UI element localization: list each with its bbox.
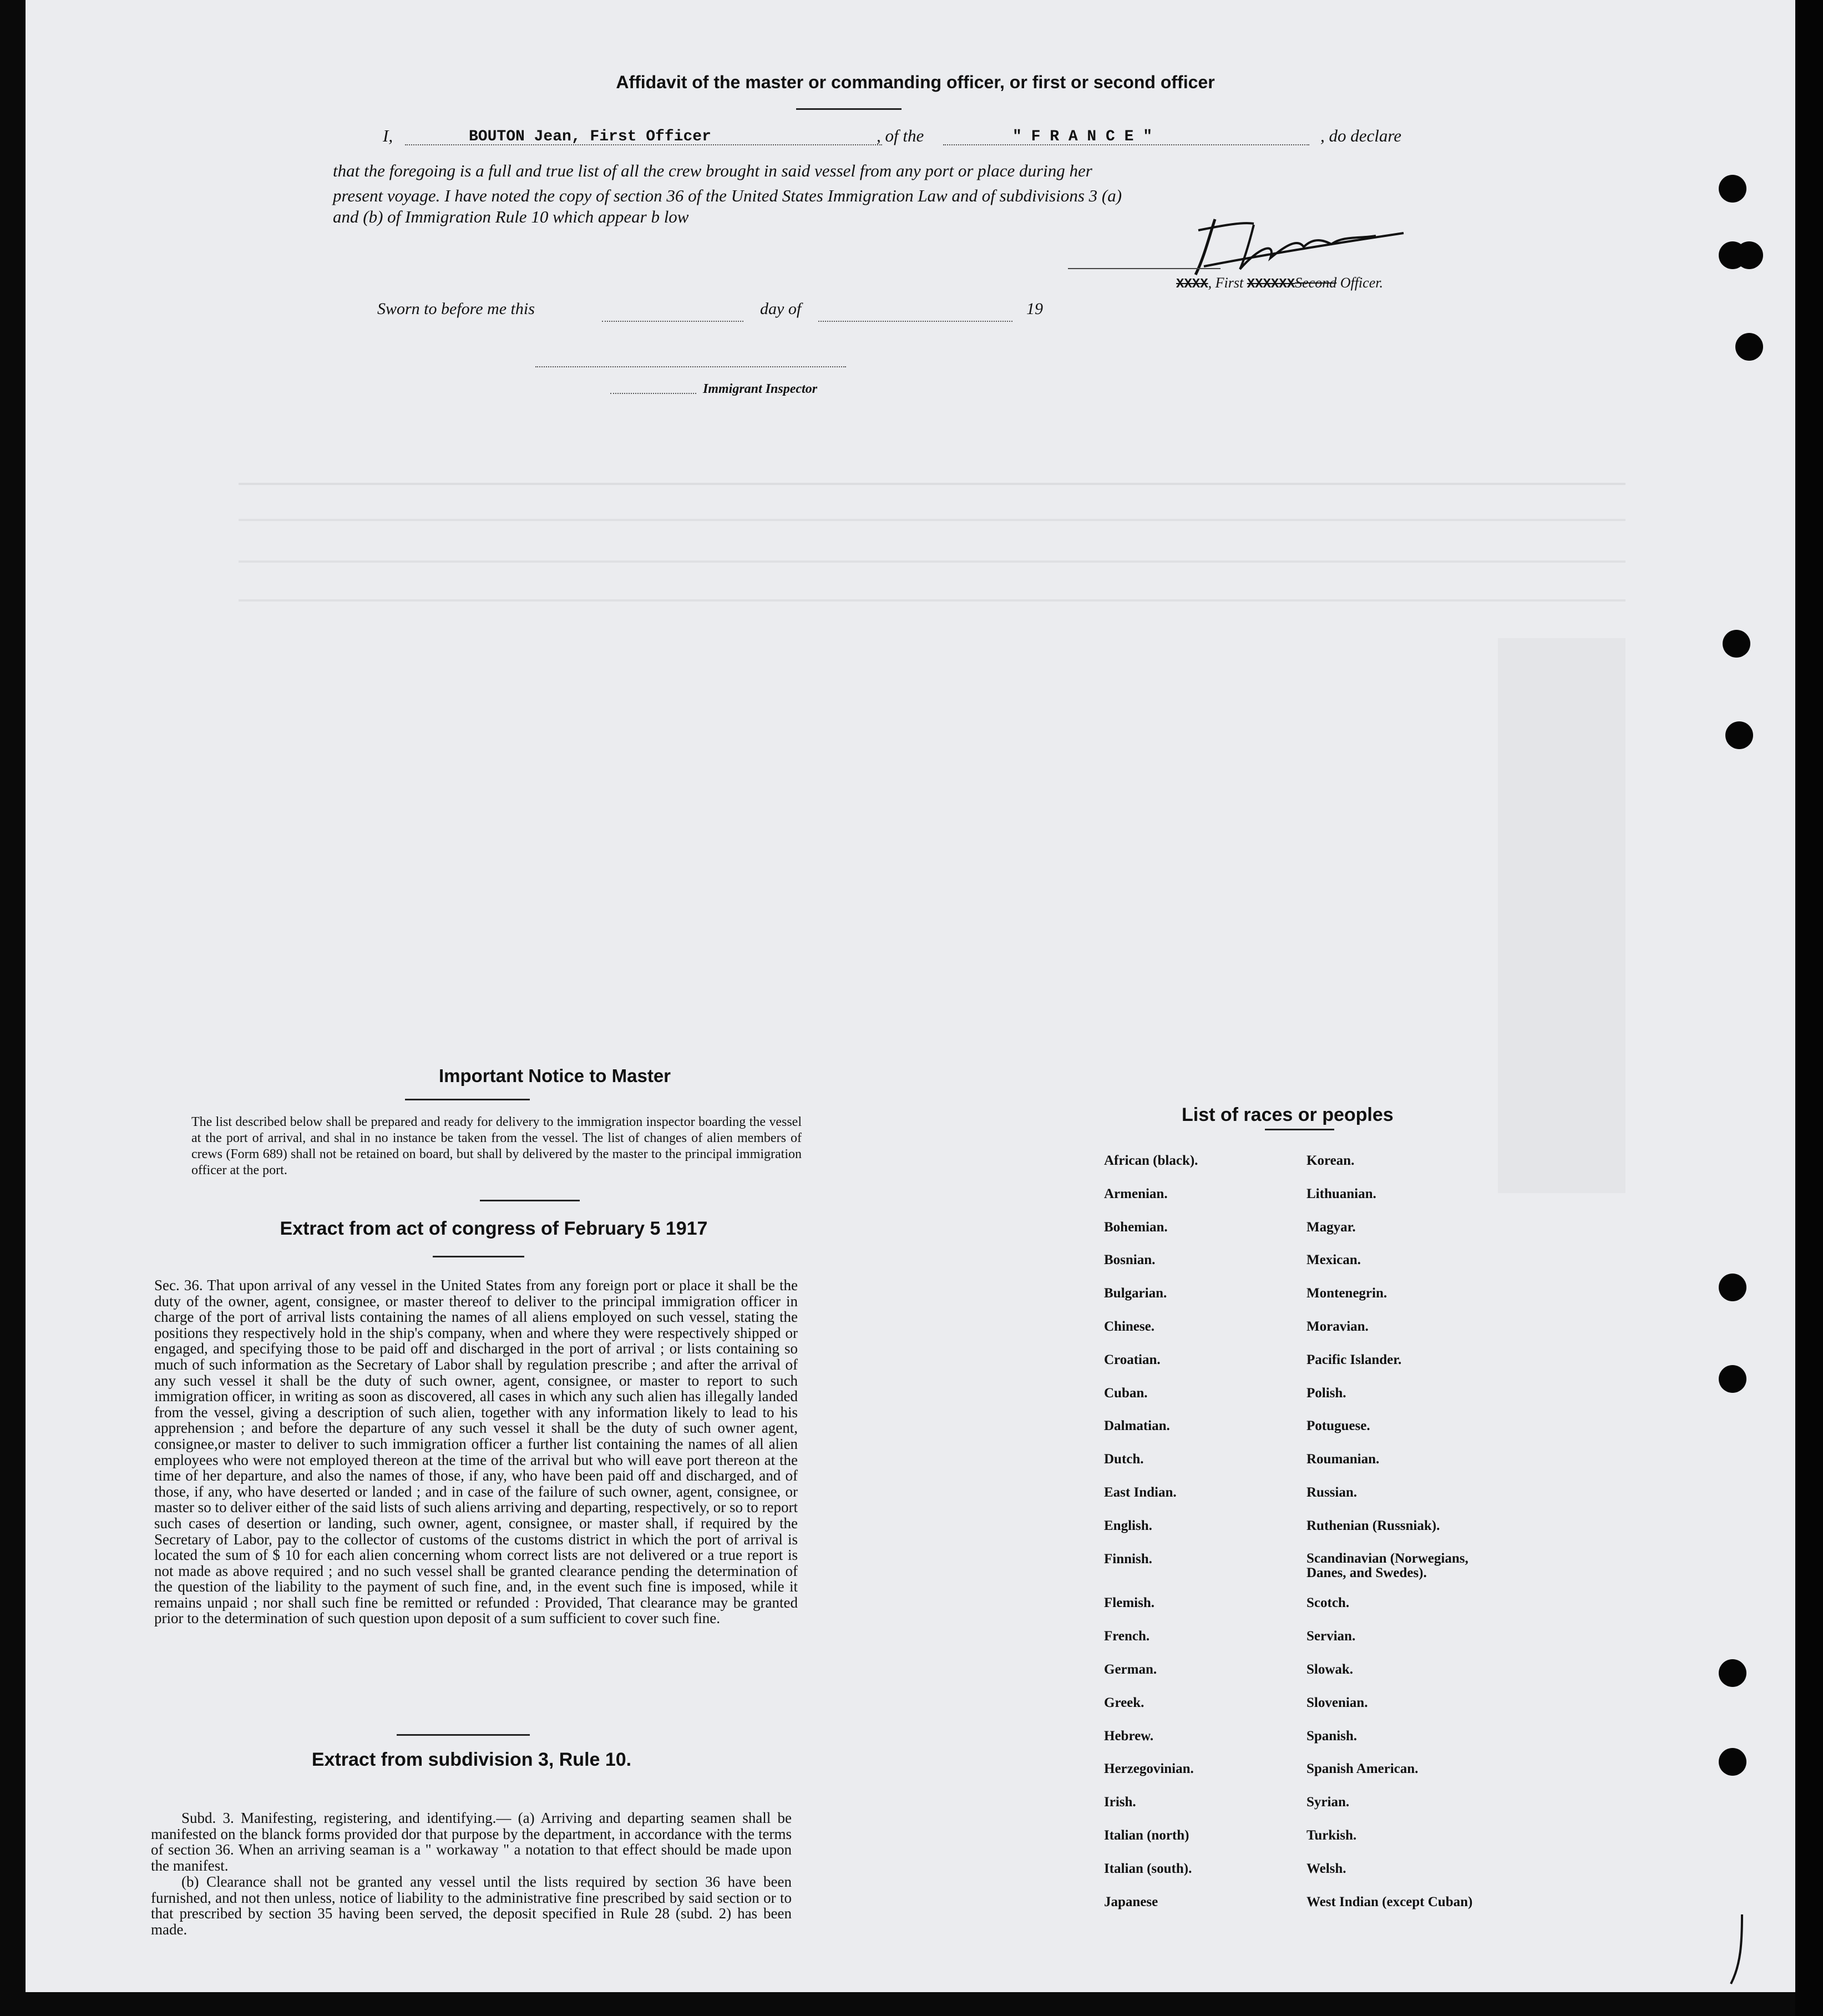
- notice-underline: [405, 1099, 530, 1100]
- race-item: Bosnian.: [1104, 1252, 1156, 1268]
- race-item: Korean.: [1307, 1153, 1355, 1168]
- race-item: Mexican.: [1307, 1252, 1361, 1268]
- section-separator: [480, 1200, 580, 1201]
- race-item: Armenian.: [1104, 1186, 1168, 1201]
- binder-hole: [1725, 721, 1753, 749]
- act-underline: [433, 1256, 524, 1257]
- race-item: English.: [1104, 1518, 1152, 1533]
- blank-line: [818, 321, 1012, 322]
- races-underline: [1265, 1129, 1334, 1130]
- race-item: Moravian.: [1307, 1319, 1369, 1334]
- race-item: Spanish American.: [1307, 1761, 1419, 1777]
- vessel-name: " F R A N C E ": [1012, 128, 1153, 145]
- race-item: Russian.: [1307, 1485, 1358, 1500]
- margin-mark: [1725, 1914, 1748, 1987]
- declaration-line-3: present voyage. I have noted the copy of section 36 of the United States Immigration Law and of subdivisions 3 (a): [333, 186, 1122, 205]
- race-item: Polish.: [1307, 1385, 1346, 1401]
- binder-hole: [1719, 1274, 1746, 1301]
- race-item: Lithuanian.: [1307, 1186, 1376, 1201]
- notice-text: The list described below shall be prepared and ready for delivery to the immigration inspector boarding the vessel at the port of arrival, and shal in no instance be taken from the vessel. The list of changes of alien members of crews (Form 689) shall not be retained on board, but shall by delivered by the master to the principal immigration officer at the port.: [191, 1115, 802, 1178]
- struck-text: XXXXXX: [1247, 277, 1295, 292]
- race-item: East Indian.: [1104, 1485, 1177, 1500]
- race-item: Cuban.: [1104, 1385, 1148, 1401]
- race-item: Potuguese.: [1307, 1418, 1370, 1434]
- binder-hole: [1719, 175, 1746, 203]
- signature-title: [1176, 275, 1383, 292]
- section-36-text: Sec. 36. That upon arrival of any vessel in the United States from any foreign port or place it shall be the duty of the owner, agent, consignee, or master thereof to deliver to the principal immigration officer in charge of the port of arrival lists containing the names of all aliens employed on such vessel, stating the positions they respectively hold in the ship's company, when and where they were respectively shipped or engaged, and specifying those to be paid off and discharged in the port of arrival ; or lists containing so much of such information as the Secretary of Labor shall by regulation prescribe ; and after the arrival of any such vessel it shall be the duty of such owner, agent, consignee, or master to report to such immigration officer, in writing as soon as discovered, all cases in which any such alien has illegally landed from the vessel, giving a description of such alien, together with any information likely to lead to his apprehension ; and before the departure of any such vessel it shall be the duty of such owner agent, consignee,or master to deliver to such immigration officer a further list containing the names of all alien employees who were not employed thereon at the time of the arrival but who will eave port thereon at the time of her departure, and also the names of those, if any, who have been paid off and discharged, and of those, if any, who have deserted or landed ; and in case of the failure of such owner, agent, consignee, or master so to deliver either of the said lists of such aliens arriving and departing, respectively, or so to report such cases of desertion or landing, such owner, agent, consignee, or master shall, if required by the Secretary of Labor, pay to the collector of customs of the customs district in which the port of arrival is located the sum of $ 10 for each alien concerning whom correct lists are not delivered or a true report is not made as above required ; and no such vessel shall be granted clearance pending the determination of the question of the liability to the payment of such fine, and, in the event such fine is imposed, while it remains unpaid ; nor shall such fine be remitted or refunded : Provided, That clearance may be granted prior to the determination of such question upon deposit of a sum sufficient to cover such fine.: [154, 1277, 798, 1627]
- handwritten-signature: [1193, 214, 1415, 280]
- blank-line: [602, 321, 743, 322]
- race-item: Finnish.: [1104, 1551, 1152, 1567]
- binder-hole: [1719, 1365, 1746, 1393]
- rule-extract-title: Extract from subdivision 3, Rule 10.: [311, 1749, 632, 1770]
- race-item: Herzegovinian.: [1104, 1761, 1194, 1777]
- race-item: Slovenian.: [1307, 1695, 1368, 1710]
- race-item: Bulgarian.: [1104, 1286, 1167, 1301]
- declarant-name: BOUTON Jean, First Officer: [469, 128, 711, 145]
- blank-line: [405, 144, 882, 145]
- section-separator: [397, 1734, 530, 1736]
- struck-text: XXXX: [1176, 277, 1208, 292]
- race-item: Hebrew.: [1104, 1728, 1154, 1744]
- blank-line: [943, 144, 1309, 145]
- rule-subdivision-b: (b) Clearance shall not be granted any vessel until the lists required by section 36 have been furnished, and not then unless, notice of liability to the administrative fine prescribed by said section or to that prescribed by section 35 having been served, the deposit specified in Rule 28 (subd. 2) has been made.: [151, 1873, 792, 1938]
- blank-line: [535, 366, 846, 367]
- race-item: Slowak.: [1307, 1662, 1354, 1677]
- race-item: Chinese.: [1104, 1319, 1154, 1334]
- second-label: Second: [1295, 275, 1337, 291]
- race-item: French.: [1104, 1629, 1150, 1644]
- declaration-line-2: that the foregoing is a full and true list of all the crew brought in said vessel from any port or place during her: [333, 161, 1092, 180]
- declaration-line-4: and (b) of Immigration Rule 10 which appear b low: [333, 207, 689, 226]
- race-item: African (black).: [1104, 1153, 1198, 1168]
- binder-hole: [1735, 241, 1763, 269]
- race-item: Turkish.: [1307, 1828, 1357, 1843]
- race-item: Greek.: [1104, 1695, 1145, 1710]
- act-extract-title: Extract from act of congress of February 5 1917: [280, 1218, 708, 1239]
- race-item: Croatian.: [1104, 1352, 1161, 1367]
- race-item: Spanish.: [1307, 1728, 1358, 1744]
- race-item: Syrian.: [1307, 1795, 1350, 1810]
- rule-subdivision-a: Subd. 3. Manifesting, registering, and identifying.— (a) Arriving and departing seamen shall be manifested on the blanck forms provided dor that purpose by the department, in accordance with the terms of section 36. When an arriving seaman is a " workaway " a notation to that effect should be made upon the manifest.: [151, 1810, 792, 1874]
- race-item: Dalmatian.: [1104, 1418, 1170, 1434]
- officer-label: Officer.: [1340, 275, 1383, 291]
- race-item: Roumanian.: [1307, 1452, 1380, 1467]
- races-title: List of races or peoples: [1182, 1104, 1394, 1125]
- race-item: Flemish.: [1104, 1595, 1154, 1611]
- race-item: Italian (south).: [1104, 1861, 1192, 1876]
- page-edge: [1795, 0, 1823, 2016]
- blank-line: [610, 393, 696, 394]
- notice-title: Important Notice to Master: [438, 1065, 671, 1086]
- race-item: Welsh.: [1307, 1861, 1346, 1876]
- race-item: Ruthenian (Russniak).: [1307, 1518, 1440, 1533]
- first-label: , First: [1208, 275, 1244, 291]
- binder-hole: [1719, 1748, 1746, 1776]
- day-of-label: day of: [760, 300, 802, 318]
- binder-hole: [1719, 1659, 1746, 1687]
- do-declare-label: , do declare: [1320, 126, 1402, 145]
- race-item: Irish.: [1104, 1795, 1136, 1810]
- i-label: I,: [383, 126, 393, 145]
- race-item: Scotch.: [1307, 1595, 1350, 1611]
- title-underline: [796, 108, 902, 110]
- race-item: Japanese: [1104, 1894, 1158, 1909]
- race-item: Italian (north): [1104, 1828, 1189, 1843]
- race-item: Pacific Islander.: [1307, 1352, 1402, 1367]
- race-item: Bohemian.: [1104, 1219, 1168, 1235]
- race-item: Montenegrin.: [1307, 1286, 1387, 1301]
- race-item: German.: [1104, 1662, 1157, 1677]
- binder-hole: [1723, 630, 1750, 658]
- inspector-label: Immigrant Inspector: [703, 382, 818, 396]
- race-item: West Indian (except Cuban): [1307, 1894, 1473, 1909]
- race-item: Magyar.: [1307, 1219, 1356, 1235]
- of-the-label: , of the: [877, 126, 924, 145]
- race-item: Servian.: [1307, 1629, 1356, 1644]
- race-item: Dutch.: [1104, 1452, 1144, 1467]
- binder-hole: [1735, 333, 1763, 361]
- affidavit-title: Affidavit of the master or commanding officer, or first or second officer: [616, 72, 1215, 92]
- race-item: Scandinavian (Norwegians, Danes, and Swedes).: [1307, 1550, 1468, 1580]
- signature-line: [1068, 268, 1221, 269]
- year-label: 19: [1026, 300, 1043, 318]
- sworn-label: Sworn to before me this: [377, 300, 535, 318]
